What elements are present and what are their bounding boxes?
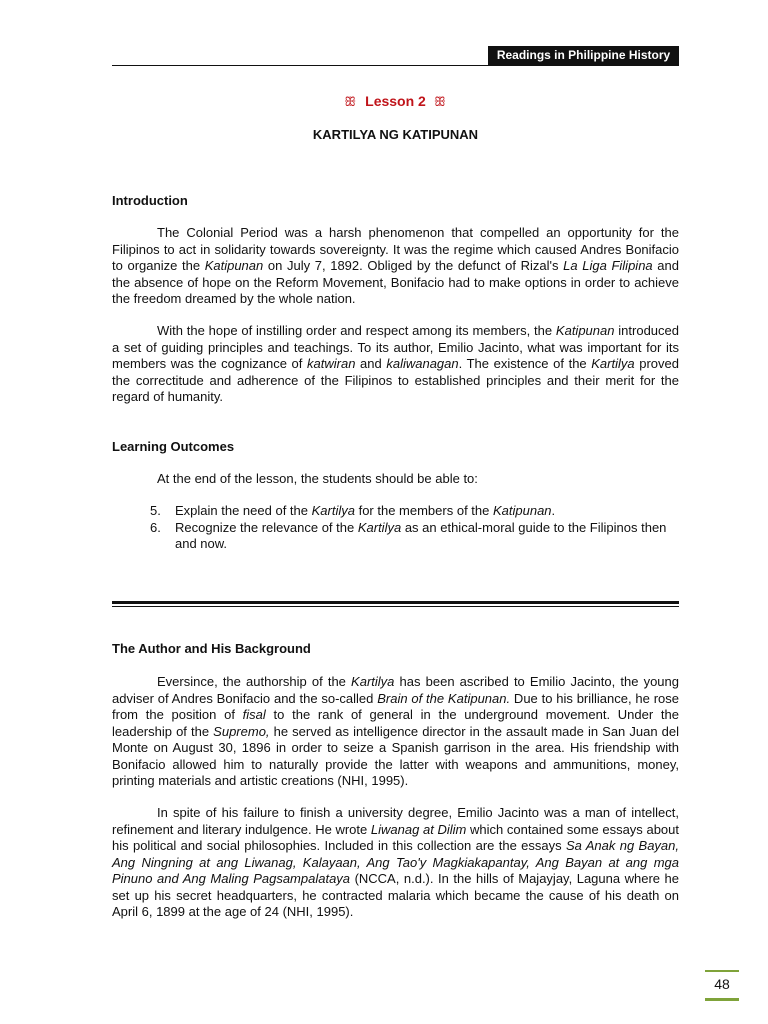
learning-outcomes-heading: Learning Outcomes: [112, 439, 235, 454]
lesson-number: Lesson 2: [365, 93, 426, 109]
lesson-label: [112, 92, 679, 111]
lesson-title: KARTILYA NG KATIPUNAN: [312, 127, 479, 142]
author-background-heading: The Author and His Background: [112, 641, 311, 656]
ornament-right-icon: ꕥ: [433, 94, 447, 109]
page-number-rule-top: [705, 970, 739, 972]
list-item: 6. Recognize the relevance of the Kartilya as an ethical-moral guide to the Filipinos then and now.: [150, 519, 667, 551]
page-number-rule-bottom: [705, 998, 739, 1001]
author-paragraph-1: Eversince, the authorship of the Kartilya has been ascribed to Emilio Jacinto, the young adviser of Andres Bonifacio and the so-called Brain of the Katipunan. Due to his brilliance, he rose from the position of fisal to the rank of general in the underground movement. Under the leadership of the Supremo, he served as intelligence director in the assault made in San Juan del Monte on August 30, 1896 in order to seize a Spanish garrison in the area. His friendship with Bonifacio allowed him to naturally provide the latter with weapons and ammunitions, money, printing materials and artistic creations (NHI, 1995).: [112, 674, 680, 788]
introduction-heading: Introduction: [112, 193, 188, 208]
page-number: 48: [714, 976, 730, 992]
introduction-paragraph-1: The Colonial Period was a harsh phenomenon that compelled an opportunity for the Filipinos to act in solidarity towards sovereignty. It was the regime which caused Andres Bonifacio to organize the Katipunan on July 7, 1892. Obliged by the defunct of Rizal's La Liga Filipina and the absence of hope on the Reform Movement, Bonifacio had to make options in order to achieve the freedom dreamed by the whole nation.: [112, 225, 679, 306]
author-paragraph-2: In spite of his failure to finish a university degree, Emilio Jacinto was a man of intellect, refinement and literary indulgence. He wrote Liwanag at Dilim which contained some essays about his political and social philosophies. Included in this collection are the essays Sa Anak ng Bayan, Ang Ningning at ang Liwanag, Kalayaan, Ang Tao'y Magkiakapantay, Ang Bayan at ang mga Pinuno and Ang Maling Pagsampalataya (NCCA, n.d.). In the hills of Majayjay, Laguna where he set up his secret headquarters, he contracted malaria which became the cause of his death on April 6, 1899 at the age of 24 (NHI, 1995).: [112, 805, 680, 919]
learning-outcomes-list: [150, 503, 679, 553]
header-rule: [112, 65, 679, 66]
section-divider: [112, 601, 679, 607]
ornament-left-icon: ꕥ: [344, 94, 358, 109]
book-title-badge: Readings in Philippine History: [488, 46, 679, 65]
introduction-paragraph-2: With the hope of instilling order and respect among its members, the Katipunan introduced a set of guiding principles and teachings. To its author, Emilio Jacinto, what was important for its members was the cognizance of katwiran and kaliwanagan. The existence of the Kartilya proved the correctitude and adherence of the Filipinos to established principles and their merit for the regard of humanity.: [112, 323, 679, 404]
list-item: 5. Explain the need of the Kartilya for the members of the Katipunan.: [150, 503, 556, 518]
learning-outcomes-intro: At the end of the lesson, the students should be able to:: [157, 471, 478, 486]
